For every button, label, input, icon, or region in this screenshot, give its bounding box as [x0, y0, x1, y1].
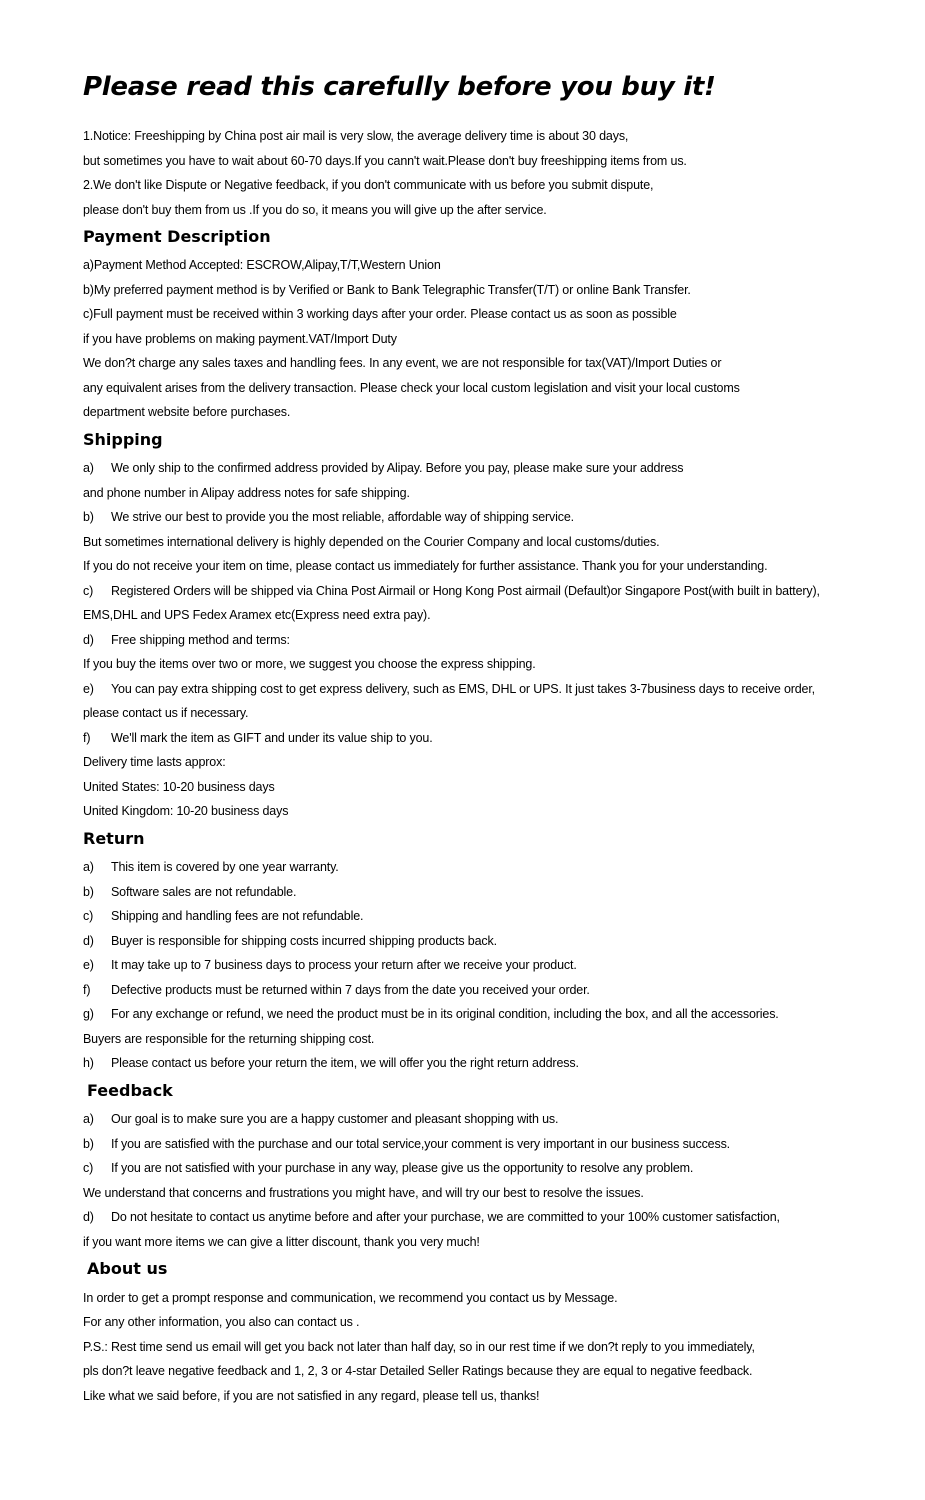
return-heading: Return [83, 829, 145, 848]
payment-line: a)Payment Method Accepted: ESCROW,Alipay,T/T,Western Union [83, 258, 441, 272]
item-text: If you are satisfied with the purchase and our total service,your comment is very important in our business success. [111, 1137, 731, 1151]
item-text: We only ship to the confirmed address provided by Alipay. Before you pay, please make sure your address [111, 461, 684, 475]
item-label: f) [83, 731, 91, 745]
item-text: Buyer is responsible for shipping costs incurred shipping products back. [111, 934, 497, 948]
payment-line: We don?t charge any sales taxes and handling fees. In any event, we are not responsible for tax(VAT)/Import Duties or [83, 356, 722, 370]
item-label: d) [83, 1210, 94, 1224]
about-line: For any other information, you also can contact us . [83, 1315, 360, 1329]
about-line: Like what we said before, if you are not satisfied in any regard, please tell us, thanks! [83, 1389, 540, 1403]
item-text: Do not hesitate to contact us anytime before and after your purchase, we are committed to your 100% customer satisfaction, [111, 1210, 780, 1224]
notice-line: 2.We don't like Dispute or Negative feedback, if you don't communicate with us before you submit dispute, [83, 178, 654, 192]
item-label: a) [83, 860, 94, 874]
feedback-item [83, 1210, 780, 1224]
feedback-heading: Feedback [87, 1081, 173, 1100]
notice-line: 1.Notice: Freeshipping by China post air mail is very slow, the average delivery time is about 30 days, [83, 129, 629, 143]
item-label: a) [83, 1112, 94, 1126]
item-label: e) [83, 958, 94, 972]
shipping-line: Delivery time lasts approx: [83, 755, 226, 769]
item-label: b) [83, 885, 94, 899]
item-label: c) [83, 1161, 94, 1175]
payment-line: b)My preferred payment method is by Verified or Bank to Bank Telegraphic Transfer(T/T) or online Bank Transfer. [83, 283, 691, 297]
item-text: Registered Orders will be shipped via China Post Airmail or Hong Kong Post airmail (Default)or Singapore Post(with built in battery), [111, 584, 820, 598]
payment-heading: Payment Description [83, 227, 271, 246]
return-item [83, 860, 339, 874]
item-text: This item is covered by one year warranty. [111, 860, 339, 874]
shipping-line: If you do not receive your item on time, please contact us immediately for further assistance. Thank you for your understanding. [83, 559, 768, 573]
item-text: If you are not satisfied with your purchase in any way, please give us the opportunity to resolve any problem. [111, 1161, 694, 1175]
item-label: d) [83, 934, 94, 948]
item-label: g) [83, 1007, 94, 1021]
item-label: b) [83, 1137, 94, 1151]
shipping-item [83, 584, 820, 598]
feedback-item [83, 1112, 558, 1126]
item-text: We'll mark the item as GIFT and under its value ship to you. [111, 731, 433, 745]
return-item [83, 958, 577, 972]
item-label: c) [83, 584, 94, 598]
about-line: In order to get a prompt response and communication, we recommend you contact us by Message. [83, 1291, 618, 1305]
shipping-line: United Kingdom: 10-20 business days [83, 804, 289, 818]
item-text: Please contact us before your return the item, we will offer you the right return address. [111, 1056, 579, 1070]
shipping-item [83, 510, 574, 524]
item-text: Our goal is to make sure you are a happy customer and pleasant shopping with us. [111, 1112, 559, 1126]
return-item [83, 983, 590, 997]
page-title: Please read this carefully before you buy it! [83, 72, 716, 102]
shipping-line: please contact us if necessary. [83, 706, 249, 720]
shipping-line: United States: 10-20 business days [83, 780, 275, 794]
item-text: You can pay extra shipping cost to get express delivery, such as EMS, DHL or UPS. It just takes 3-7business days to receive order, [111, 682, 816, 696]
return-item [83, 934, 497, 948]
shipping-item [83, 682, 815, 696]
about-line: pls don?t leave negative feedback and 1, 2, 3 or 4-star Detailed Seller Ratings because they are equal to negative feedback. [83, 1364, 753, 1378]
shipping-line: If you buy the items over two or more, we suggest you choose the express shipping. [83, 657, 536, 671]
item-label: h) [83, 1056, 94, 1070]
item-text: Software sales are not refundable. [111, 885, 297, 899]
item-label: a) [83, 461, 94, 475]
item-text: Defective products must be returned within 7 days from the date you received your order. [111, 983, 590, 997]
shipping-line: EMS,DHL and UPS Fedex Aramex etc(Express need extra pay). [83, 608, 431, 622]
feedback-item [83, 1161, 693, 1175]
return-item [83, 885, 296, 899]
feedback-line: if you want more items we can give a litter discount, thank you very much! [83, 1235, 480, 1249]
shipping-item [83, 461, 683, 475]
feedback-line: We understand that concerns and frustrations you might have, and will try our best to resolve the issues. [83, 1186, 644, 1200]
payment-line: any equivalent arises from the delivery transaction. Please check your local custom legislation and visit your local customs [83, 381, 740, 395]
shipping-line: and phone number in Alipay address notes for safe shipping. [83, 486, 410, 500]
feedback-item [83, 1137, 730, 1151]
payment-line: c)Full payment must be received within 3 working days after your order. Please contact us as soon as possible [83, 307, 677, 321]
payment-line: if you have problems on making payment.VAT/Import Duty [83, 332, 397, 346]
shipping-item [83, 731, 433, 745]
item-label: e) [83, 682, 94, 696]
about-heading: About us [87, 1259, 168, 1278]
item-label: c) [83, 909, 94, 923]
return-item [83, 909, 363, 923]
item-text: We strive our best to provide you the most reliable, affordable way of shipping service. [111, 510, 574, 524]
notice-line: but sometimes you have to wait about 60-70 days.If you cann't wait.Please don't buy freeshipping items from us. [83, 154, 687, 168]
return-item [83, 1007, 779, 1021]
shipping-heading: Shipping [83, 430, 163, 449]
payment-line: department website before purchases. [83, 405, 291, 419]
item-text: It may take up to 7 business days to process your return after we receive your product. [111, 958, 577, 972]
item-label: f) [83, 983, 91, 997]
item-label: b) [83, 510, 94, 524]
shipping-item [83, 633, 290, 647]
about-line: P.S.: Rest time send us email will get you back not later than half day, so in our rest time if we don?t reply to you immediately, [83, 1340, 755, 1354]
item-label: d) [83, 633, 94, 647]
item-text: Free shipping method and terms: [111, 633, 290, 647]
item-text: For any exchange or refund, we need the product must be in its original condition, including the box, and all the accessories. [111, 1007, 779, 1021]
return-item [83, 1056, 579, 1070]
return-line: Buyers are responsible for the returning shipping cost. [83, 1032, 375, 1046]
notice-line: please don't buy them from us .If you do so, it means you will give up the after service. [83, 203, 547, 217]
shipping-line: But sometimes international delivery is highly depended on the Courier Company and local customs/duties. [83, 535, 660, 549]
item-text: Shipping and handling fees are not refundable. [111, 909, 364, 923]
